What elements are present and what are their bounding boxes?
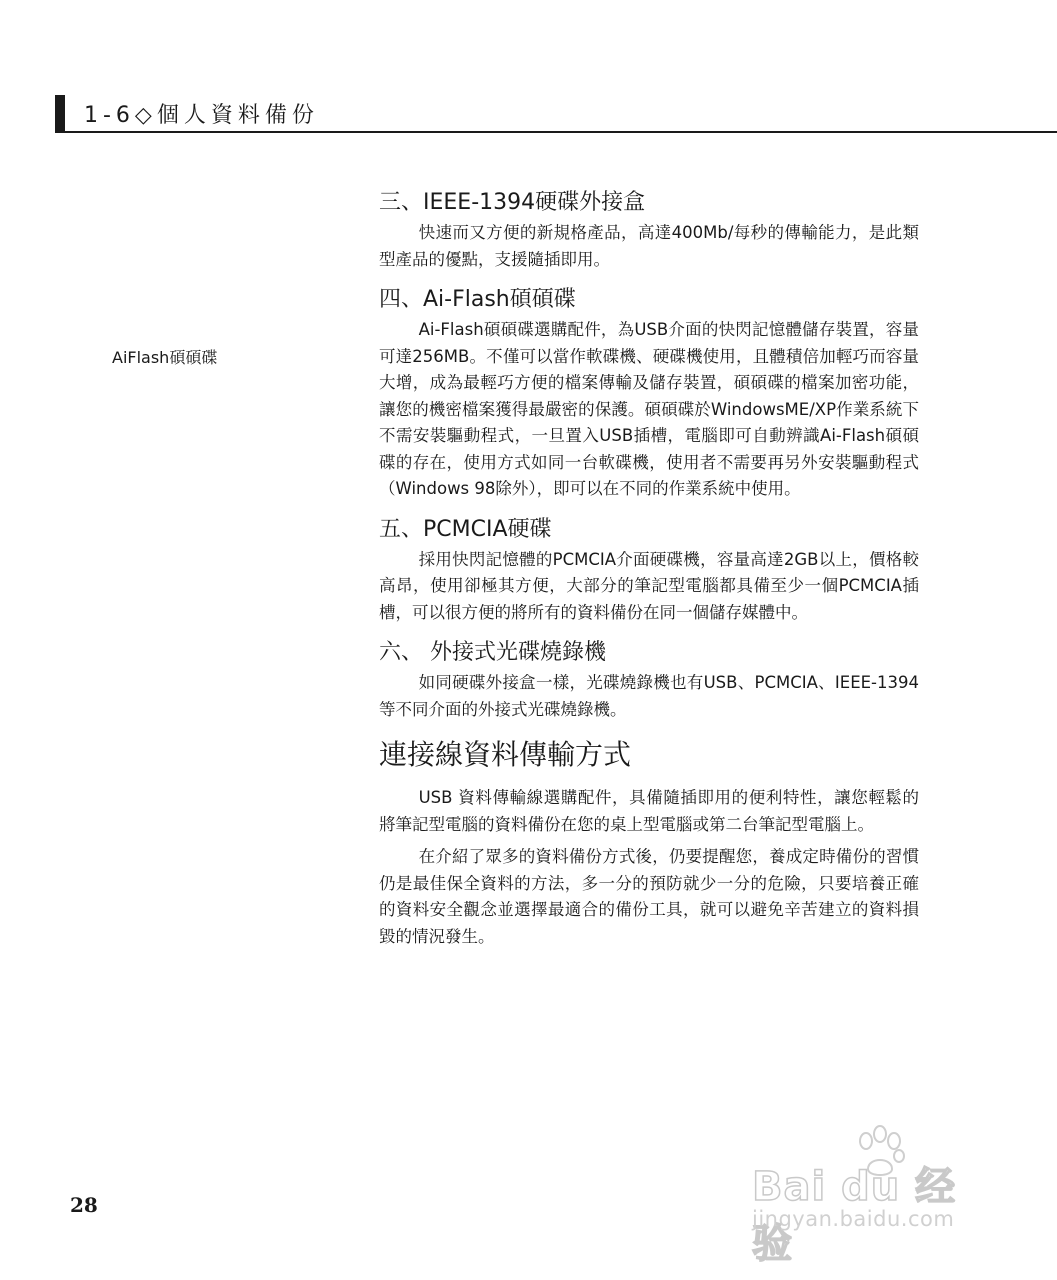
header-rule	[55, 131, 1057, 133]
section-paragraph: 如同硬碟外接盒一樣，光碟燒錄機也有USB、PCMCIA、IEEE-1394等不同介面的外接式光碟燒錄機。	[379, 673, 919, 719]
section-paragraph: 採用快閃記憶體的PCMCIA介面硬碟機，容量高達2GB以上，價格較高昂，使用卻極其方便，大部分的筆記型電腦都具備至少一個PCMCIA插槽，可以很方便的將所有的資料備份在同一個儲存媒體中。	[379, 549, 919, 622]
side-note: AiFlash碩碩碟	[112, 348, 218, 367]
section-paragraph: 快速而又方便的新規格產品，高達400Mb/每秒的傳輸能力，是此類型產品的優點，支援隨插即用。	[379, 223, 919, 269]
section-title-aiflash: 四、Ai-Flash碩碩碟	[379, 287, 576, 312]
main-content	[379, 186, 919, 950]
watermark-logo-text: Bai du 经验	[752, 1164, 957, 1267]
chapter-header-title: 1-6◇個人資料備份	[84, 103, 319, 128]
section-title-pcmcia: 五、PCMCIA硬碟	[379, 516, 552, 542]
big-section-paragraph: 在介紹了眾多的資料備份方式後，仍要提醒您，養成定時備份的習慣仍是最佳保全資料的方法，多一分的預防就少一分的危險，只要培養正確的資料安全觀念並選擇最適合的備份工具，就可以避免辛苦建立的資料損毀的情況發生。	[379, 847, 919, 946]
section-title-optical-burner: 六、 外接式光碟燒錄機	[379, 640, 606, 665]
watermark-url: jingyan.baidu.com	[752, 1207, 955, 1231]
page-number: 28	[70, 1193, 98, 1217]
header-bar	[55, 95, 65, 133]
baidu-watermark	[752, 1125, 992, 1267]
section-paragraph: Ai-Flash碩碩碟選購配件，為USB介面的快閃記憶體儲存裝置，容量可達256MB。不僅可以當作軟碟機、硬碟機使用，且體積倍加輕巧而容量大增，成為最輕巧方便的檔案傳輸及儲存裝置，碩碩碟的檔案加密功能，讓您的機密檔案獲得最嚴密的保護。碩碩碟於WindowsME/XP作業系統下不需安裝驅動程式，一旦置入USB插槽，電腦即可自動辨識Ai-Flash碩碩碟的存在，使用方式如同一台軟碟機，使用者不需要再另外安裝驅動程式（Windows 98除外），即可以在不同的作業系統中使用。	[379, 320, 919, 498]
section-title-ieee1394: 三、IEEE-1394硬碟外接盒	[379, 190, 646, 215]
big-section-title: 連接線資料傳輸方式	[379, 738, 632, 771]
big-section-paragraph: USB 資料傳輸線選購配件，具備隨插即用的便利特性，讓您輕鬆的將筆記型電腦的資料備份在您的桌上型電腦或第二台筆記型電腦上。	[379, 788, 919, 834]
